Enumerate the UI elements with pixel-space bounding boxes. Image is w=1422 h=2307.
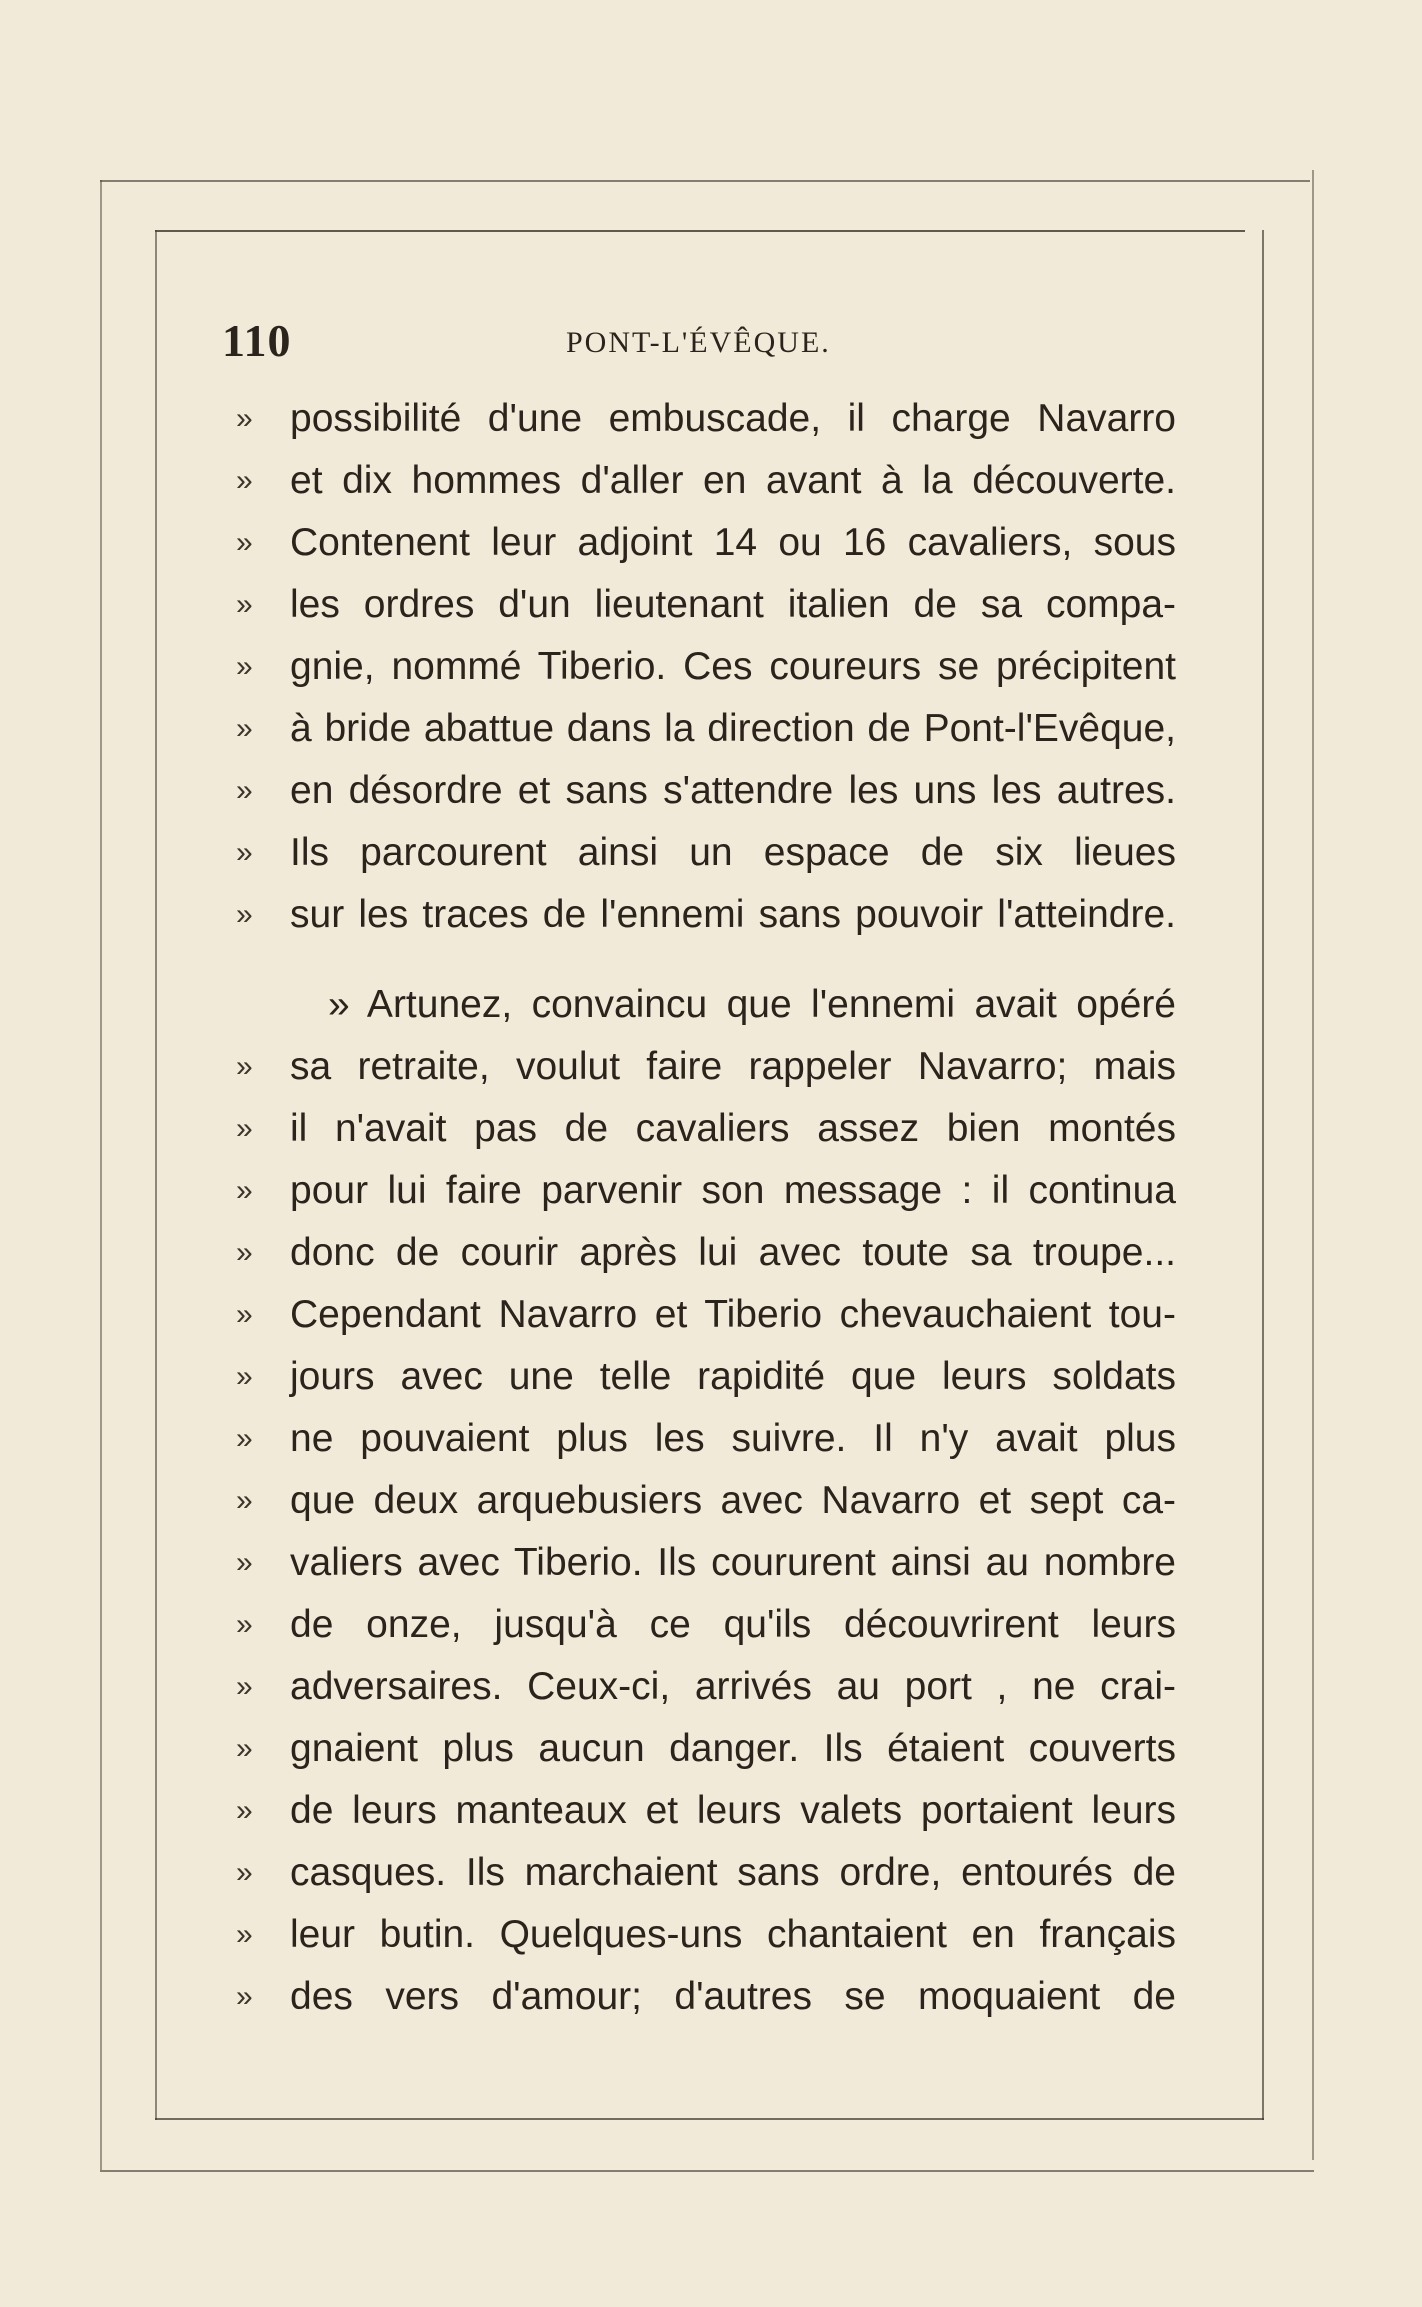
text-line: » leur butin. Quelques-uns chantaient en français [236, 1904, 1176, 1966]
text-line: » jours avec une telle rapidité que leurs soldats [236, 1346, 1176, 1408]
quote-mark: » [236, 1546, 253, 1579]
text-line: » en désordre et sans s'attendre les uns les autres. [236, 760, 1176, 822]
text-line: » adversaires. Ceux-ci, arrivés au port , ne crai- [236, 1656, 1176, 1718]
quote-mark: » [236, 836, 253, 869]
quote-mark: » [236, 526, 253, 559]
running-title: PONT-L'ÉVÊQUE. [566, 326, 831, 359]
text-line: » Artunez, convaincu que l'ennemi avait opéré [328, 983, 1176, 1026]
body-text [236, 388, 1176, 2028]
bottom-inner-rule [155, 2118, 1264, 2120]
quote-mark: » [236, 1112, 253, 1145]
text-line: » de onze, jusqu'à ce qu'ils découvrirent leurs [236, 1594, 1176, 1656]
paragraph [236, 974, 1176, 2028]
quote-mark: » [236, 402, 253, 435]
text-line: » Cependant Navarro et Tiberio chevauchaient tou- [236, 1284, 1176, 1346]
right-inner-frame [1262, 230, 1264, 2120]
quote-mark: » [236, 650, 253, 683]
left-inner-frame [155, 230, 157, 2120]
text-line: » casques. Ils marchaient sans ordre, entourés de [236, 1842, 1176, 1904]
bottom-outer-rule [100, 2170, 1314, 2172]
paragraph [236, 388, 1176, 946]
quote-mark: » [236, 1422, 253, 1455]
text-line: » possibilité d'une embuscade, il charge Navarro [236, 388, 1176, 450]
text-line: » de leurs manteaux et leurs valets portaient leurs [236, 1780, 1176, 1842]
page-number: 110 [222, 315, 292, 366]
quote-mark: » [236, 1174, 253, 1207]
quote-mark: » [236, 1484, 253, 1517]
text-line: » Ils parcourent ainsi un espace de six lieues [236, 822, 1176, 884]
top-inner-rule [155, 230, 1245, 232]
text-line: » valiers avec Tiberio. Ils coururent ainsi au nombre [236, 1532, 1176, 1594]
quote-mark: » [236, 898, 253, 931]
quote-mark: » [236, 1608, 253, 1641]
quote-mark: » [236, 1670, 253, 1703]
page-header [222, 314, 1182, 364]
text-line: » sur les traces de l'ennemi sans pouvoir l'atteindre. [236, 884, 1176, 946]
text-line: » sa retraite, voulut faire rappeler Navarro; mais [236, 1036, 1176, 1098]
text-line: » que deux arquebusiers avec Navarro et sept ca- [236, 1470, 1176, 1532]
quote-mark: » [236, 1856, 253, 1889]
quote-mark: » [236, 588, 253, 621]
quote-mark: » [236, 1732, 253, 1765]
paragraph-gap [236, 946, 1176, 974]
right-outer-frame [1312, 170, 1314, 2160]
text-line: » et dix hommes d'aller en avant à la découverte. [236, 450, 1176, 512]
text-line: » pour lui faire parvenir son message : il continua [236, 1160, 1176, 1222]
quote-mark: » [236, 1794, 253, 1827]
quote-mark: » [236, 774, 253, 807]
quote-mark: » [236, 1236, 253, 1269]
text-line: » gnaient plus aucun danger. Ils étaient couverts [236, 1718, 1176, 1780]
text-line: » des vers d'amour; d'autres se moquaient de [236, 1966, 1176, 2028]
quote-mark: » [236, 1298, 253, 1331]
quote-mark: » [236, 712, 253, 745]
text-line: » il n'avait pas de cavaliers assez bien montés [236, 1098, 1176, 1160]
quote-mark: » [236, 1360, 253, 1393]
quote-mark: » [236, 1918, 253, 1951]
text-line: » les ordres d'un lieutenant italien de sa compa- [236, 574, 1176, 636]
quote-mark: » [236, 1050, 253, 1083]
text-line: » ne pouvaient plus les suivre. Il n'y avait plus [236, 1408, 1176, 1470]
text-line: » à bride abattue dans la direction de Pont-l'Evêque, [236, 698, 1176, 760]
top-outer-rule [100, 180, 1310, 182]
text-line: » gnie, nommé Tiberio. Ces coureurs se précipitent [236, 636, 1176, 698]
left-outer-frame [100, 180, 102, 2170]
quote-mark: » [236, 1980, 253, 2013]
text-line: » Contenent leur adjoint 14 ou 16 cavaliers, sous [236, 512, 1176, 574]
text-line: » donc de courir après lui avec toute sa troupe... [236, 1222, 1176, 1284]
quote-mark: » [236, 464, 253, 497]
